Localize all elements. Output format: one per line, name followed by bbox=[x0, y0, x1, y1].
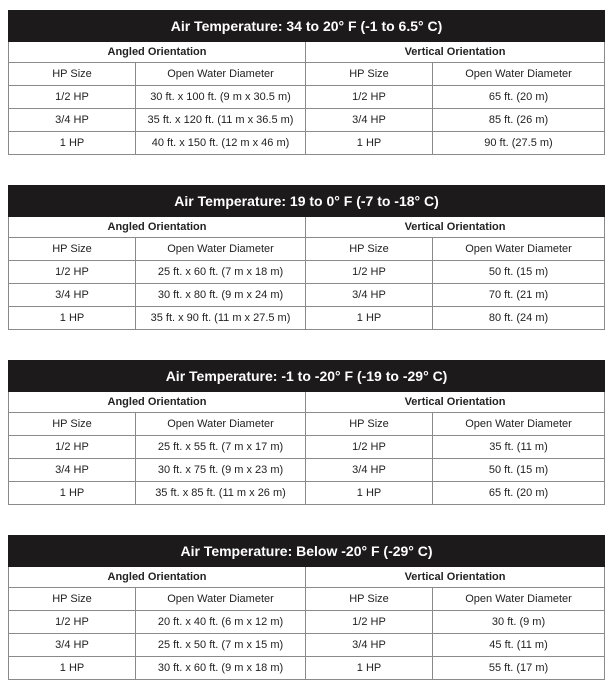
diameter-cell: 35 ft. x 85 ft. (11 m x 26 m) bbox=[136, 482, 306, 505]
column-header: Open Water Diameter bbox=[136, 63, 306, 86]
table-row bbox=[9, 657, 605, 680]
angled-orientation-header: Angled Orientation bbox=[9, 42, 306, 63]
table-title: Air Temperature: 19 to 0° F (-7 to -18° C) bbox=[9, 186, 605, 217]
temperature-table-4 bbox=[8, 535, 605, 680]
diameter-cell: 90 ft. (27.5 m) bbox=[433, 132, 605, 155]
table-row bbox=[9, 307, 605, 330]
hp-size-cell: 3/4 HP bbox=[306, 109, 433, 132]
hp-size-cell: 3/4 HP bbox=[306, 459, 433, 482]
temperature-table-2 bbox=[8, 185, 605, 330]
diameter-cell: 30 ft. x 80 ft. (9 m x 24 m) bbox=[136, 284, 306, 307]
diameter-cell: 30 ft. x 60 ft. (9 m x 18 m) bbox=[136, 657, 306, 680]
hp-size-cell: 1/2 HP bbox=[306, 86, 433, 109]
hp-size-cell: 3/4 HP bbox=[306, 284, 433, 307]
diameter-cell: 50 ft. (15 m) bbox=[433, 261, 605, 284]
angled-orientation-header: Angled Orientation bbox=[9, 392, 306, 413]
diameter-cell: 25 ft. x 55 ft. (7 m x 17 m) bbox=[136, 436, 306, 459]
diameter-cell: 25 ft. x 50 ft. (7 m x 15 m) bbox=[136, 634, 306, 657]
column-header: HP Size bbox=[9, 588, 136, 611]
column-header: Open Water Diameter bbox=[136, 238, 306, 261]
vertical-orientation-header: Vertical Orientation bbox=[306, 217, 605, 238]
hp-size-cell: 1/2 HP bbox=[9, 436, 136, 459]
column-header: HP Size bbox=[9, 238, 136, 261]
table-row bbox=[9, 284, 605, 307]
diameter-cell: 50 ft. (15 m) bbox=[433, 459, 605, 482]
column-header: HP Size bbox=[306, 413, 433, 436]
hp-size-cell: 1/2 HP bbox=[9, 86, 136, 109]
hp-size-cell: 1/2 HP bbox=[306, 261, 433, 284]
hp-size-cell: 1/2 HP bbox=[306, 611, 433, 634]
diameter-cell: 20 ft. x 40 ft. (6 m x 12 m) bbox=[136, 611, 306, 634]
hp-size-cell: 3/4 HP bbox=[9, 459, 136, 482]
column-header: Open Water Diameter bbox=[433, 588, 605, 611]
diameter-cell: 80 ft. (24 m) bbox=[433, 307, 605, 330]
diameter-cell: 30 ft. x 75 ft. (9 m x 23 m) bbox=[136, 459, 306, 482]
hp-size-cell: 1 HP bbox=[306, 657, 433, 680]
column-header: HP Size bbox=[9, 413, 136, 436]
table-title: Air Temperature: 34 to 20° F (-1 to 6.5° C) bbox=[9, 11, 605, 42]
hp-size-cell: 1/2 HP bbox=[306, 436, 433, 459]
table-title: Air Temperature: Below -20° F (-29° C) bbox=[9, 536, 605, 567]
column-header: HP Size bbox=[306, 63, 433, 86]
diameter-cell: 25 ft. x 60 ft. (7 m x 18 m) bbox=[136, 261, 306, 284]
table-row bbox=[9, 634, 605, 657]
hp-size-cell: 1 HP bbox=[9, 132, 136, 155]
diameter-cell: 55 ft. (17 m) bbox=[433, 657, 605, 680]
vertical-orientation-header: Vertical Orientation bbox=[306, 392, 605, 413]
hp-size-cell: 1 HP bbox=[306, 482, 433, 505]
hp-size-cell: 3/4 HP bbox=[9, 109, 136, 132]
hp-size-cell: 1 HP bbox=[9, 307, 136, 330]
diameter-cell: 30 ft. (9 m) bbox=[433, 611, 605, 634]
column-header: HP Size bbox=[9, 63, 136, 86]
diameter-cell: 65 ft. (20 m) bbox=[433, 86, 605, 109]
column-header: Open Water Diameter bbox=[433, 413, 605, 436]
table-title: Air Temperature: -1 to -20° F (-19 to -29° C) bbox=[9, 361, 605, 392]
hp-size-cell: 1/2 HP bbox=[9, 261, 136, 284]
column-header: Open Water Diameter bbox=[433, 63, 605, 86]
table-row bbox=[9, 482, 605, 505]
diameter-cell: 65 ft. (20 m) bbox=[433, 482, 605, 505]
hp-size-cell: 1 HP bbox=[9, 482, 136, 505]
diameter-cell: 40 ft. x 150 ft. (12 m x 46 m) bbox=[136, 132, 306, 155]
angled-orientation-header: Angled Orientation bbox=[9, 567, 306, 588]
diameter-cell: 35 ft. x 120 ft. (11 m x 36.5 m) bbox=[136, 109, 306, 132]
temperature-table-1 bbox=[8, 10, 605, 155]
hp-size-cell: 1 HP bbox=[9, 657, 136, 680]
table-row bbox=[9, 132, 605, 155]
hp-size-cell: 3/4 HP bbox=[9, 284, 136, 307]
diameter-cell: 70 ft. (21 m) bbox=[433, 284, 605, 307]
column-header: Open Water Diameter bbox=[136, 588, 306, 611]
hp-size-cell: 1/2 HP bbox=[9, 611, 136, 634]
hp-size-cell: 1 HP bbox=[306, 132, 433, 155]
hp-size-cell: 1 HP bbox=[306, 307, 433, 330]
diameter-cell: 85 ft. (26 m) bbox=[433, 109, 605, 132]
table-row bbox=[9, 459, 605, 482]
column-header: HP Size bbox=[306, 588, 433, 611]
column-header: Open Water Diameter bbox=[136, 413, 306, 436]
vertical-orientation-header: Vertical Orientation bbox=[306, 567, 605, 588]
vertical-orientation-header: Vertical Orientation bbox=[306, 42, 605, 63]
angled-orientation-header: Angled Orientation bbox=[9, 217, 306, 238]
table-row bbox=[9, 109, 605, 132]
diameter-cell: 45 ft. (11 m) bbox=[433, 634, 605, 657]
table-row bbox=[9, 86, 605, 109]
temperature-table-3 bbox=[8, 360, 605, 505]
table-row bbox=[9, 261, 605, 284]
column-header: HP Size bbox=[306, 238, 433, 261]
hp-size-cell: 3/4 HP bbox=[306, 634, 433, 657]
hp-size-cell: 3/4 HP bbox=[9, 634, 136, 657]
diameter-cell: 35 ft. (11 m) bbox=[433, 436, 605, 459]
column-header: Open Water Diameter bbox=[433, 238, 605, 261]
table-row bbox=[9, 611, 605, 634]
diameter-cell: 30 ft. x 100 ft. (9 m x 30.5 m) bbox=[136, 86, 306, 109]
diameter-cell: 35 ft. x 90 ft. (11 m x 27.5 m) bbox=[136, 307, 306, 330]
table-row bbox=[9, 436, 605, 459]
